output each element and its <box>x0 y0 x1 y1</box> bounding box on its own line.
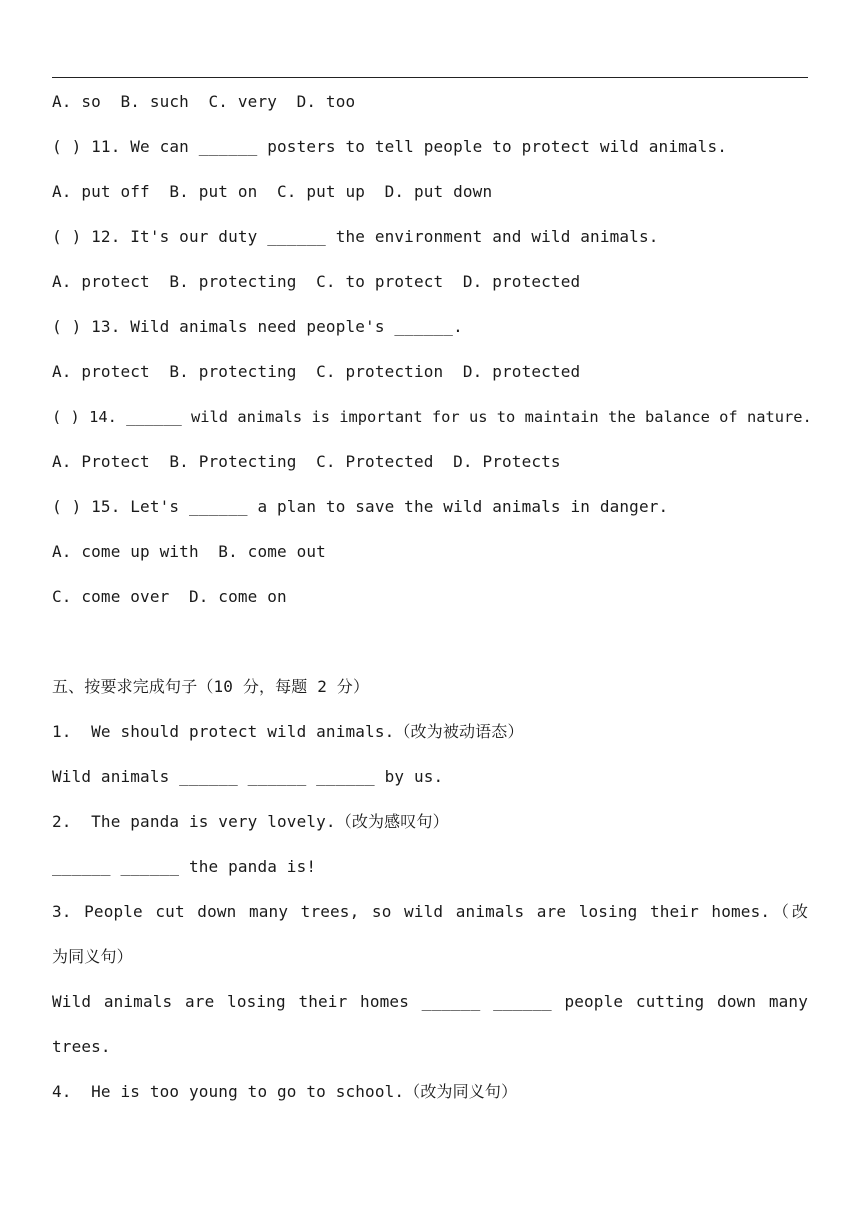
q15-options-ab: A. come up with B. come out <box>52 542 326 561</box>
s2-prompt: 2. The panda is very lovely.（改为感叹句） <box>52 812 449 831</box>
s3-prompt-cont: 为同义句） <box>52 947 133 966</box>
q12-options: A. protect B. protecting C. to protect D. protected <box>52 272 581 291</box>
q13-options: A. protect B. protecting C. protection D. protected <box>52 362 581 381</box>
s1-answer: Wild animals ______ ______ ______ by us. <box>52 767 444 786</box>
s2-answer: ______ ______ the panda is! <box>52 857 317 876</box>
q14-stem: ( ) 14. ______ wild animals is important for us to maintain the balance of nature. <box>52 408 812 426</box>
s3-answer: Wild animals are losing their homes ______ ______ people cutting down many <box>52 992 808 1011</box>
q13-stem: ( ) 13. Wild animals need people's ______. <box>52 317 463 336</box>
s3-prompt: 3. People cut down many trees, so wild animals are losing their homes.（改 <box>52 902 808 921</box>
q15-stem: ( ) 15. Let's ______ a plan to save the wild animals in danger. <box>52 497 669 516</box>
s1-prompt: 1. We should protect wild animals.（改为被动语态） <box>52 722 524 741</box>
q11-options: A. put off B. put on C. put up D. put down <box>52 182 493 201</box>
section-five-heading: 五、按要求完成句子（10 分，每题 2 分） <box>52 677 370 696</box>
s4-prompt: 4. He is too young to go to school.（改为同义句） <box>52 1082 518 1101</box>
q15-options-cd: C. come over D. come on <box>52 587 287 606</box>
s3-answer-cont: trees. <box>52 1037 111 1056</box>
q11-stem: ( ) 11. We can ______ posters to tell people to protect wild animals. <box>52 137 728 156</box>
q12-stem: ( ) 12. It's our duty ______ the environment and wild animals. <box>52 227 659 246</box>
q14-options: A. Protect B. Protecting C. Protected D. Protects <box>52 452 561 471</box>
header-rule <box>52 77 808 78</box>
q10-options: A. so B. such C. very D. too <box>52 92 356 111</box>
